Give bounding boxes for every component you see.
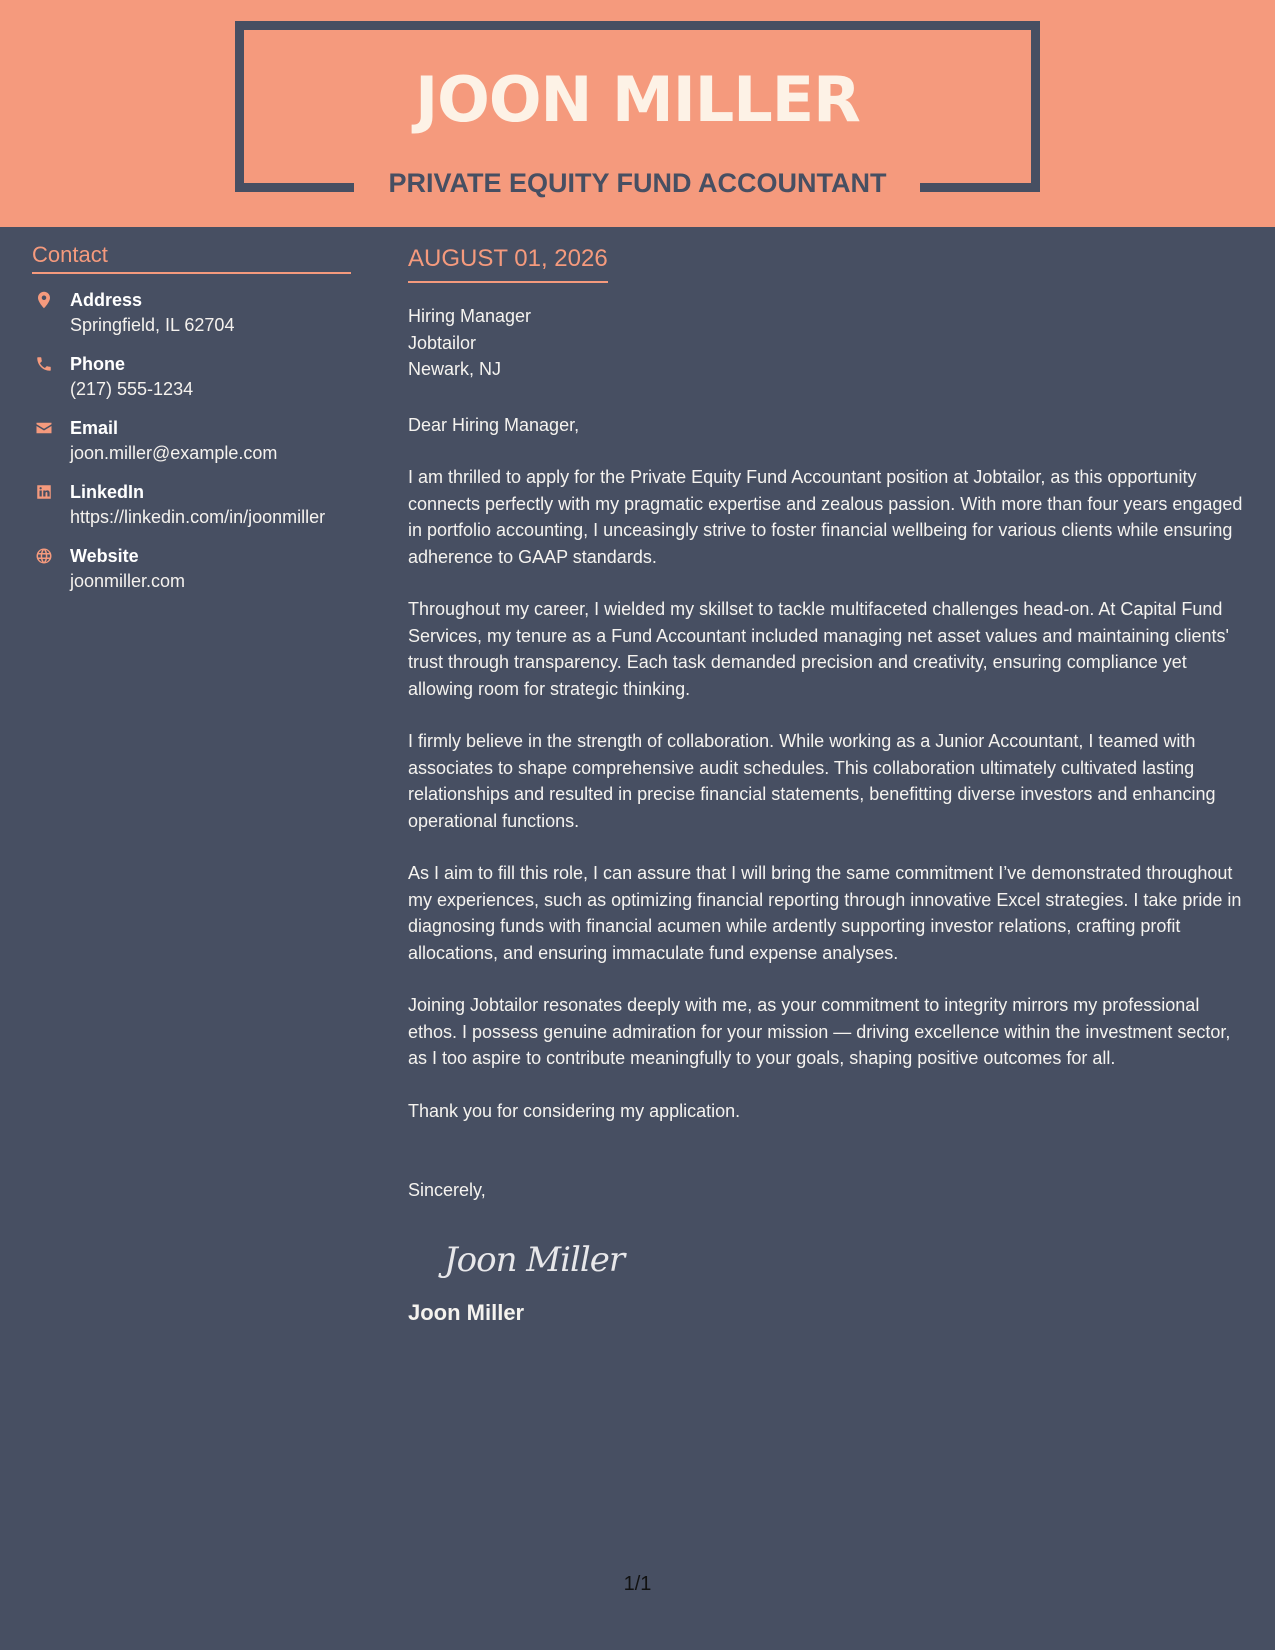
- handwritten-signature: Joon Miller: [444, 1239, 625, 1280]
- recipient-location: Newark, NJ: [408, 359, 502, 379]
- letter-body: [408, 244, 1248, 1328]
- contact-item-address: [32, 288, 351, 338]
- recipient-block: [408, 303, 1248, 383]
- salutation: Dear Hiring Manager,: [408, 414, 580, 435]
- contact-label: LinkedIn: [70, 482, 145, 502]
- closing: Sincerely,: [408, 1180, 486, 1200]
- job-title: PRIVATE EQUITY FUND ACCOUNTANT: [388, 168, 887, 198]
- letter-date: AUGUST 01, 2026: [408, 244, 608, 283]
- website-value[interactable]: joonmiller.com: [70, 571, 186, 591]
- letter-paragraph: Throughout my career, I wielded my skillset to tackle multifaceted challenges head-on. At Capital Fund Services, my tenure as a Fund Accountant included managing net asset values and maintaining clients' trust through transparency. Each task demanded precision and creativity, ensuring compliance yet allowing room for strategic thinking.: [408, 599, 1229, 699]
- contact-label: Email: [70, 418, 119, 438]
- contact-heading: Contact: [32, 240, 351, 274]
- letter-paragraph: I am thrilled to apply for the Private Equity Fund Accountant position at Jobtailor, as this opportunity connects perfectly with my pragmatic expertise and zealous passion. With more than four years engaged in portfolio accounting, I unceasingly strive to foster financial wellbeing for various clients while ensuring adherence to GAAP standards.: [408, 467, 1243, 567]
- map-pin-icon: [32, 288, 70, 338]
- contact-item-phone: [32, 352, 351, 402]
- envelope-icon: [32, 416, 70, 466]
- contact-list: [32, 288, 351, 594]
- page-number: 1/1: [623, 1573, 652, 1595]
- recipient-company: Jobtailor: [408, 332, 477, 353]
- phone-value: (217) 555-1234: [70, 379, 194, 399]
- contact-sidebar: [32, 240, 351, 608]
- linkedin-value[interactable]: https://linkedin.com/in/joonmiller: [70, 507, 326, 527]
- signer-name: Joon Miller: [408, 1299, 525, 1325]
- header-banner: [0, 0, 1275, 227]
- contact-item-email: [32, 416, 351, 466]
- letter-paragraph: Joining Jobtailor resonates deeply with me, as your commitment to integrity mirrors my professional ethos. I possess genuine admiration for your mission — driving excellence within the investment sector, as I too aspire to contribute meaningfully to your goals, shaping positive outcomes for all.: [408, 995, 1231, 1068]
- letter-paragraph: Thank you for considering my application.: [408, 1100, 741, 1121]
- globe-icon: [32, 544, 70, 594]
- address-value: Springfield, IL 62704: [70, 315, 235, 335]
- contact-label: Phone: [70, 354, 126, 374]
- contact-item-website: [32, 544, 351, 594]
- linkedin-icon: [32, 480, 70, 530]
- letter-paragraph: I firmly believe in the strength of collaboration. While working as a Junior Accountant, I teamed with associates to shape comprehensive audit schedules. This collaboration ultimately cultivated lasting relationships and resulted in precise financial statements, benefitting diverse investors and enhancing operational functions.: [408, 731, 1216, 831]
- letter-paragraph: As I aim to fill this role, I can assure that I will bring the same commitment I’ve demonstrated throughout my experiences, such as optimizing financial reporting through innovative Excel strategies. I take pride in diagnosing funds with financial acumen while ardently supporting investor relations, crafting profit allocations, and ensuring immaculate fund expense analyses.: [408, 863, 1242, 963]
- phone-icon: [32, 352, 70, 402]
- contact-label: Address: [70, 290, 143, 310]
- email-value[interactable]: joon.miller@example.com: [70, 443, 278, 463]
- contact-label: Website: [70, 546, 139, 566]
- recipient-title: Hiring Manager: [408, 306, 532, 326]
- candidate-name: JOON MILLER: [415, 63, 860, 136]
- contact-item-linkedin: [32, 480, 351, 530]
